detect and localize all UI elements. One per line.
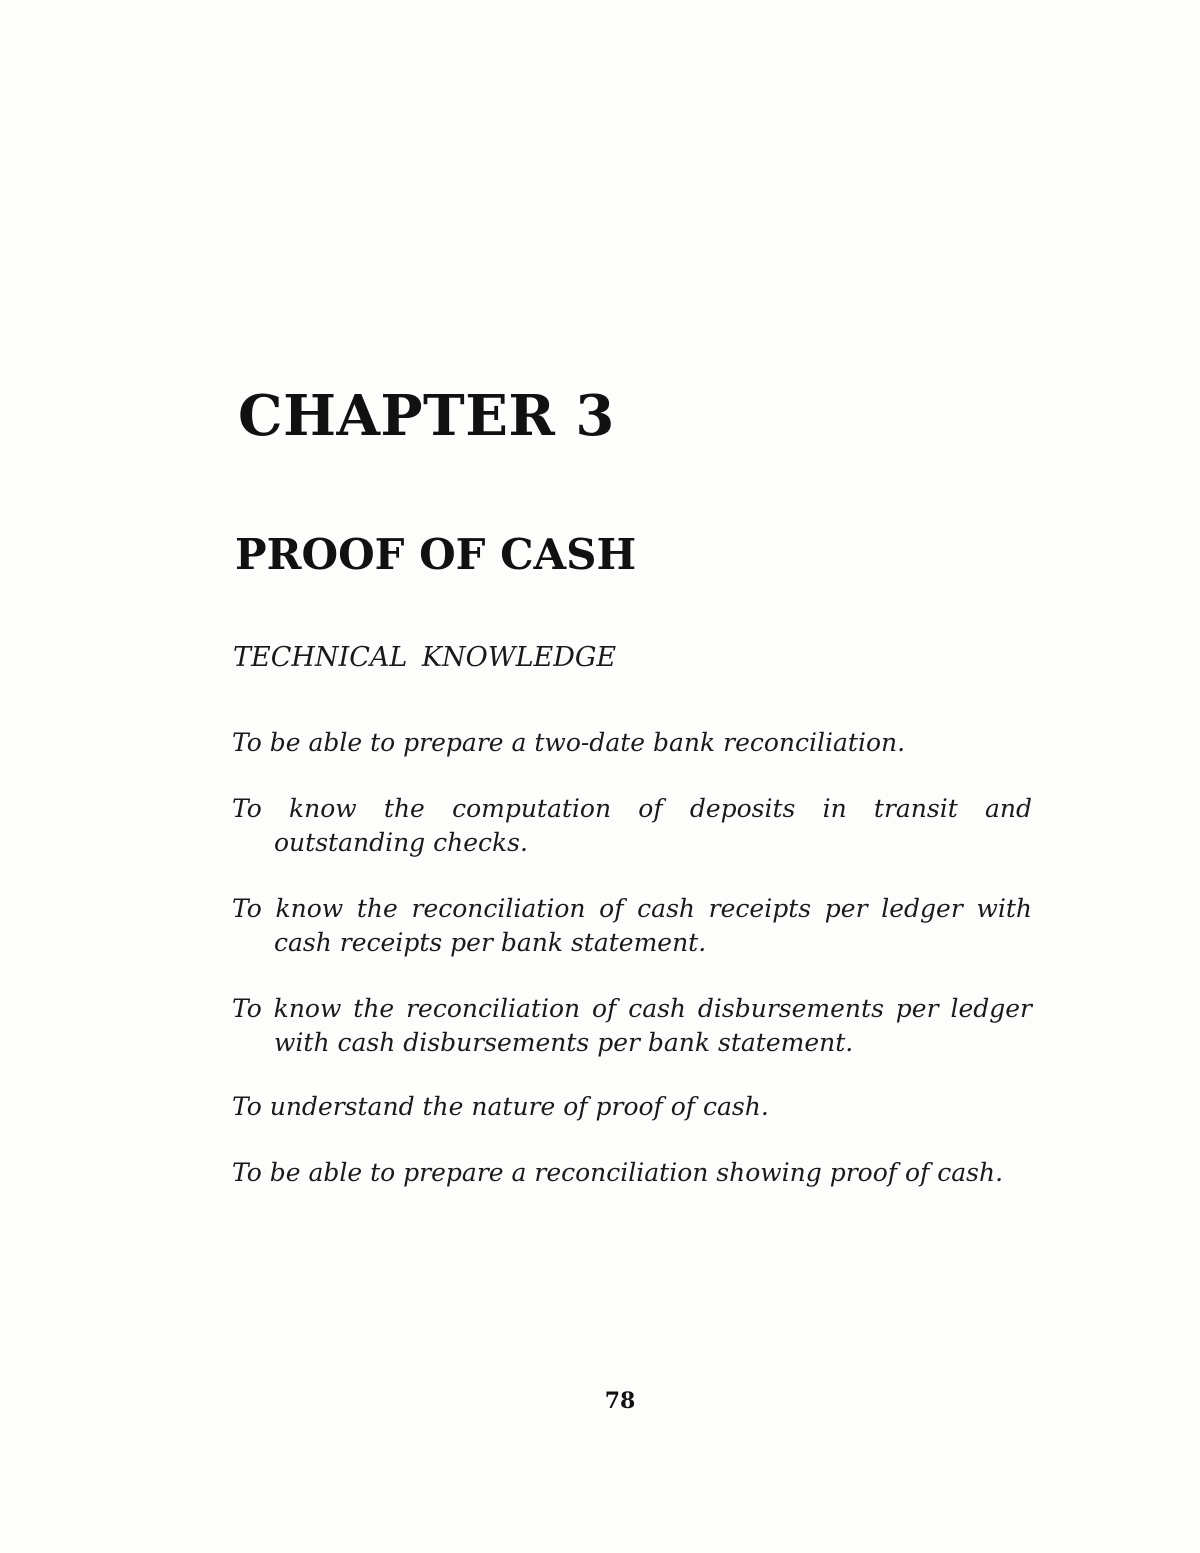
objective-item: To know the computation of deposits in transit and outstanding checks. xyxy=(232,794,1032,857)
objective-item: To know the reconciliation of cash disbursements per ledger with cash disbursements per bank statement. xyxy=(232,994,1032,1057)
objective-item: To understand the nature of proof of cash. xyxy=(232,1092,769,1121)
section-title: PROOF OF CASH xyxy=(235,530,637,579)
objective-item: To be able to prepare a two-date bank reconciliation. xyxy=(232,728,906,757)
objective-item: To be able to prepare a reconciliation showing proof of cash. xyxy=(232,1158,1004,1187)
page-number: 78 xyxy=(604,1388,636,1414)
subsection-title: TECHNICAL KNOWLEDGE xyxy=(233,642,617,673)
objective-item: To know the reconciliation of cash receipts per ledger with cash receipts per bank statement. xyxy=(232,894,1032,957)
objectives-list xyxy=(232,726,1032,1190)
chapter-title: CHAPTER 3 xyxy=(238,383,615,449)
